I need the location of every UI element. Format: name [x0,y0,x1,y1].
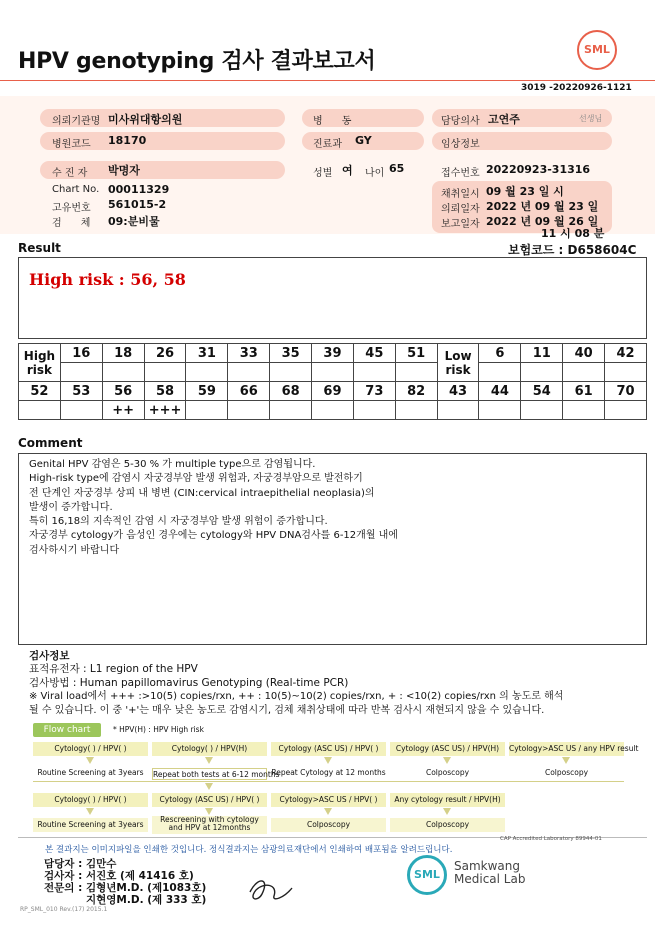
table-cell [270,401,312,420]
table-cell [479,363,521,382]
table-cell [521,401,563,420]
comment-section-label: Comment [18,436,83,450]
table-cell [479,401,521,420]
table-cell [270,363,312,382]
insurance-code: 보험코드 : D658604C [508,243,637,257]
flowchart-legend: * HPV(H) : HPV High risk [113,725,204,734]
comment-box [18,453,647,645]
flow-note: Colposcopy [390,818,505,832]
table-cell [563,363,605,382]
request-value: 2022 년 09 월 23 일 [486,200,599,213]
doctor-suffix: 선생님 [579,114,603,123]
table-cell [60,363,102,382]
low-risk-header: Low risk [437,344,479,382]
flow-arrow [324,808,332,815]
comment-line: Genital HPV 감염은 5-30 % 가 multiple type으로 감염됩니다. [29,459,316,470]
table-cell [19,401,61,420]
target-gene: 표적유전자 : L1 region of the HPV [29,663,198,675]
table-cell [521,363,563,382]
flow-note: Routine Screening at 3years [33,818,148,832]
dept-value: GY [355,134,372,147]
flow-box: Any cytology result / HPV(H) [390,793,505,807]
form-number: RP_SML_010 Rev.(17) 2015.1 [20,906,108,913]
table-cell [437,401,479,420]
flow-note: Routine Screening at 3years [37,768,144,777]
table-cell: 18 [102,344,144,363]
samkwang-logo: SML [407,855,447,895]
table-cell: 70 [605,382,647,401]
hospital-code-label: 병원코드 [52,139,91,150]
result-section-label: Result [18,241,61,255]
flow-box: Cytology( ) / HPV( ) [33,742,148,756]
flow-box: Cytology (ASC US) / HPV( ) [271,742,386,756]
table-cell [312,363,354,382]
table-cell: 11 [521,344,563,363]
unique-no-value: 561015-2 [108,198,167,211]
report-value: 2022 년 09 월 26 일 [486,215,599,228]
flow-arrow [205,757,213,764]
table-cell [353,401,395,420]
staff-list [44,858,206,906]
comment-line: 특히 16,18의 지속적인 감염 시 자궁경부암 발생 위험이 증가합니다. [29,516,328,528]
patient-name-label: 수 진 자 [52,168,88,179]
request-label: 의뢰일자 [441,204,480,215]
institution-label: 의뢰기관명 [52,116,101,127]
high-risk-header: High risk [19,344,61,382]
flow-box: Cytology( ) / HPV(H) [152,742,267,756]
dept-label: 진료과 [313,139,342,150]
table-cell: 58 [144,382,186,401]
table-cell: 69 [312,382,354,401]
header-divider [0,80,655,81]
table-cell: 40 [563,344,605,363]
flow-note: Rescreening with cytology and HPV at 12months [152,816,267,834]
staff-line: 지현영M.D. (제 333 호) [86,894,207,906]
table-cell [395,401,437,420]
receipt-value: 20220923-31316 [486,163,591,176]
table-cell [186,401,228,420]
table-cell: 35 [270,344,312,363]
flow-arrow [205,808,213,815]
table-row [19,401,647,420]
table-cell: 39 [312,344,354,363]
table-cell: 16 [60,344,102,363]
flow-arrow [324,757,332,764]
specimen-value: 09:분비물 [108,215,160,228]
chart-no-label: Chart No. [52,184,100,195]
flow-note: Colposcopy [271,818,386,832]
table-row [19,344,647,363]
table-cell: 6 [479,344,521,363]
table-cell [228,363,270,382]
report-label: 보고일자 [441,219,480,230]
flow-arrow [86,808,94,815]
sml-logo: SML [577,30,617,70]
chart-no-value: 00011329 [108,183,170,196]
institution-value: 미사위대항의원 [108,113,183,126]
clinical-info-label: 임상정보 [441,139,480,150]
table-cell: 33 [228,344,270,363]
table-cell [186,363,228,382]
print-notice: 본 결과지는 이미지파일을 인쇄한 것입니다. 정식결과지는 삼광의료재단에서 인쇄하여 배포됨을 알려드립니다. [45,845,453,855]
table-cell [60,401,102,420]
comment-line: 검사하시기 바랍니다 [29,544,120,556]
mark-58: +++ [144,401,186,420]
table-cell: 66 [228,382,270,401]
table-cell: 52 [19,382,61,401]
lab-name [454,860,525,886]
sex-value: 여 [342,164,353,177]
table-cell [144,363,186,382]
collect-value: 09 월 23 일 시 [486,185,564,198]
viral-load-note-2: 될 수 있습니다. 이 중 '+'는 매우 낮은 농도로 감염시기, 검체 채취상태에 따라 반복 검사시 재현되지 않을 수 있습니다. [29,705,545,716]
mark-56: ++ [102,401,144,420]
cap-accreditation: CAP Accredited Laboratory 89944-01 [500,836,602,842]
viral-load-note-1: ※ Viral load에서 +++ :>10(5) copies/rxn, ++ : 10(5)~10(2) copies/rxn, + : <10(2) copies/rxn 의 농도로 해석 [29,691,564,702]
table-cell: 43 [437,382,479,401]
table-cell: 56 [102,382,144,401]
result-summary: High risk : 56, 58 [29,270,186,289]
table-cell: 68 [270,382,312,401]
comment-line: 발생이 증가합니다. [29,501,113,513]
hospital-code-value: 18170 [108,134,147,147]
flow-box: Cytology (ASC US) / HPV( ) [152,793,267,807]
flow-box: Cytology>ASC US / any HPV result [509,742,624,756]
flow-arrow [562,757,570,764]
sex-label: 성별 [313,168,333,179]
signature [240,872,300,906]
table-cell: 31 [186,344,228,363]
table-cell: 59 [186,382,228,401]
staff-line: 검사자 : 서진호 (제 41416 호) [44,870,194,882]
age-label: 나이 [365,168,385,179]
table-row [19,382,647,401]
table-cell [353,363,395,382]
lab-name-line-2: Medical Lab [454,872,526,886]
unique-no-label: 고유번호 [52,203,91,214]
table-cell: 42 [605,344,647,363]
genotype-table [18,343,647,420]
doc-number-1: 3019 -20220926-1121 [521,83,632,93]
table-cell: 54 [521,382,563,401]
table-cell: 61 [563,382,605,401]
age-value: 65 [389,162,405,175]
comment-line: High-risk type에 감염시 자궁경부암 발생 위험과, 자궁경부암으로 발전하기 [29,473,363,485]
table-row [19,363,647,382]
report-time: 11 시 08 분 [541,227,605,240]
page-title: HPV genotyping 검사 결과보고서 [18,49,376,74]
table-cell: 82 [395,382,437,401]
table-cell: 73 [353,382,395,401]
table-cell [605,401,647,420]
flow-box: Cytology (ASC US) / HPV(H) [390,742,505,756]
flow-arrow [443,757,451,764]
flow-note: Colposcopy [544,768,589,777]
lab-name-line-1: Samkwang [454,859,520,873]
table-cell [605,363,647,382]
comment-line: 전 단계인 자궁경부 상피 내 병변 (CIN:cervical intraepithelial neoplasia)의 [29,487,375,499]
table-cell [312,401,354,420]
flowchart-label: Flow chart [33,723,101,737]
ward-label: 병 동 [313,116,352,127]
flow-box: Cytology>ASC US / HPV( ) [271,793,386,807]
patient-name-value: 박명자 [108,164,140,177]
table-cell [395,363,437,382]
flow-note: Repeat both tests at 6-12 months [153,770,280,779]
table-cell: 44 [479,382,521,401]
staff-line: 담당자 : 김만수 [44,858,117,870]
table-cell: 45 [353,344,395,363]
flow-arrow [205,783,213,790]
flow-arrow [443,808,451,815]
comment-line: 자궁경부 cytology가 음성인 경우에는 cytology와 HPV DNA검사를 6-12개월 내에 [29,530,398,542]
table-cell: 26 [144,344,186,363]
flow-arrow [86,757,94,764]
table-cell [102,363,144,382]
receipt-label: 접수번호 [441,168,480,179]
doctor-label: 담당의사 [441,116,480,127]
collect-label: 채취일시 [441,189,480,200]
test-method: 검사방법 : Human papillomavirus Genotyping (Real-time PCR) [29,677,349,689]
specimen-label: 검 체 [52,218,91,229]
doctor-value: 고연주 [488,113,520,126]
table-cell [563,401,605,420]
table-cell [228,401,270,420]
table-cell: 53 [60,382,102,401]
flow-note: Colposcopy [425,768,470,777]
table-cell: 51 [395,344,437,363]
flow-note: Repeat Cytology at 12 months [271,768,386,777]
test-info-label: 검사정보 [29,650,70,662]
staff-line: 전문의 : 김형년M.D. (제1083호) [44,882,207,894]
flow-divider [33,781,624,782]
flow-box: Cytology( ) / HPV( ) [33,793,148,807]
